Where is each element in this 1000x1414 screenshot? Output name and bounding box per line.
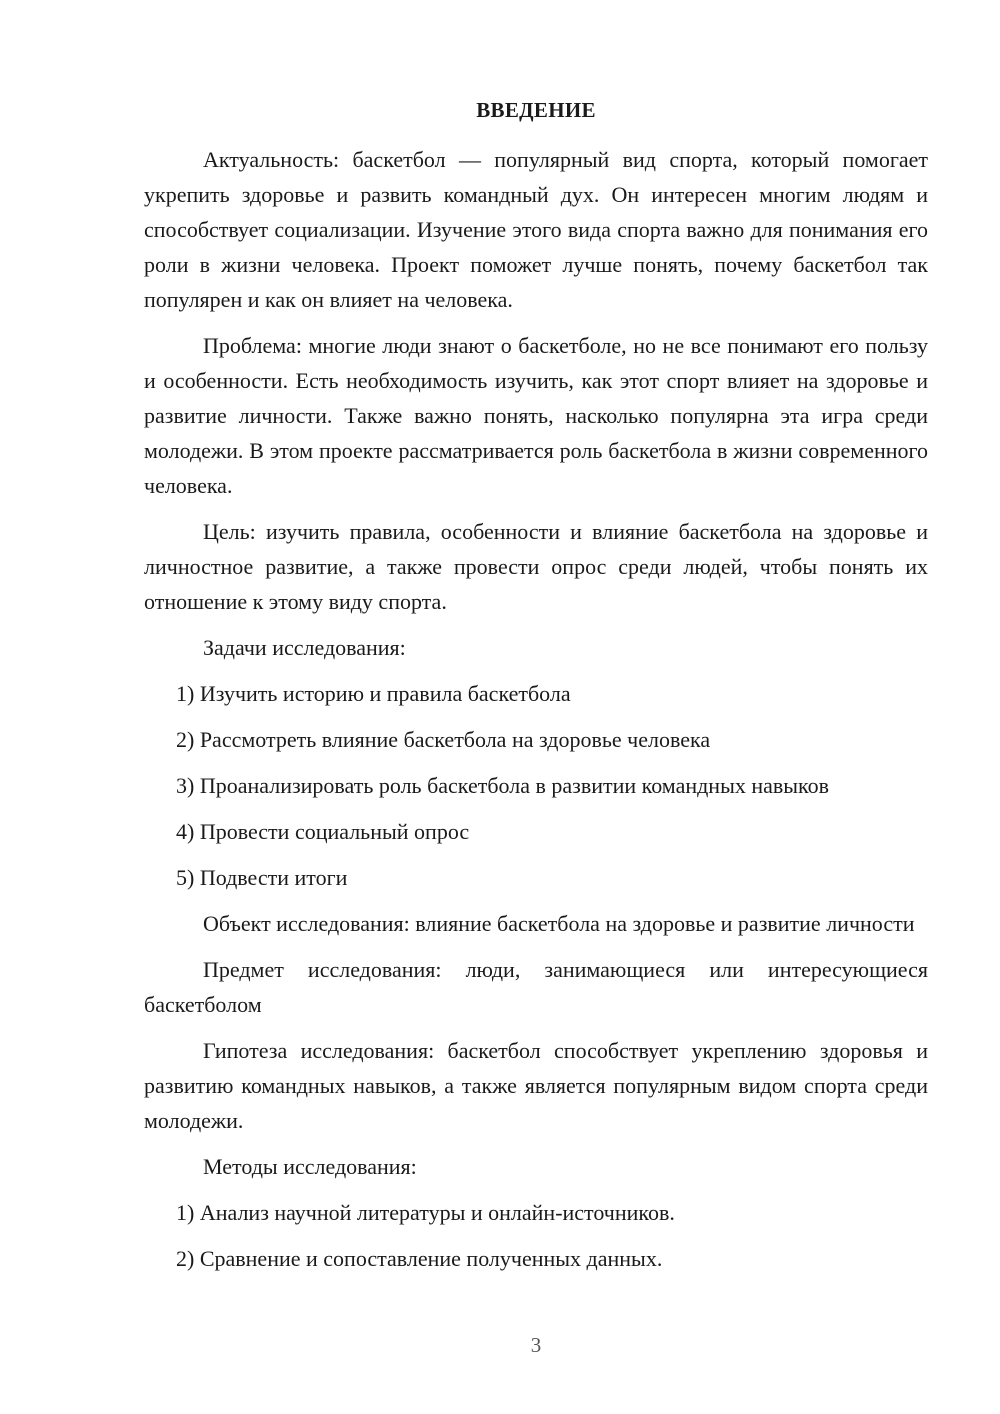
object-paragraph: Объект исследования: влияние баскетбола на здоровье и развитие личности (203, 911, 915, 936)
hypothesis-paragraph: Гипотеза исследования: баскетбол способствует укреплению здоровья и развитию командных навыков, а также является популярным видом спорта среди молодежи. (144, 1038, 928, 1133)
goal-paragraph: Цель: изучить правила, особенности и влияние баскетбола на здоровье и личностное развитие, а также провести опрос среди людей, чтобы понять их отношение к этому виду спорта. (144, 519, 928, 614)
page-number: 3 (530, 1333, 542, 1357)
tasks-heading: Задачи исследования: (203, 635, 406, 660)
method-item: 2) Сравнение и сопоставление полученных данных. (176, 1246, 663, 1271)
task-item: 1) Изучить историю и правила баскетбола (176, 681, 571, 706)
task-item: 5) Подвести итоги (176, 865, 348, 890)
relevance-paragraph: Актуальность: баскетбол — популярный вид спорта, который помогает укрепить здоровье и развить командный дух. Он интересен многим людям и способствует социализации. Изучение этого вида спорта важно для понимания его роли в жизни человека. Проект поможет лучше понять, почему баскетбол так популярен и как он влияет на человека. (144, 147, 928, 312)
page-title: ВВЕДЕНИЕ (476, 98, 596, 122)
methods-heading: Методы исследования: (203, 1154, 417, 1179)
problem-paragraph: Проблема: многие люди знают о баскетболе, но не все понимают его пользу и особенности. Есть необходимость изучить, как этот спорт влияет на здоровье и развитие личности. Также важно понять, насколько популярна эта игра среди молодежи. В этом проекте рассматривается роль баскетбола в жизни современного человека. (144, 333, 928, 498)
subject-paragraph: Предмет исследования: люди, занимающиеся или интересующиеся баскетболом (144, 957, 928, 1017)
task-item: 2) Рассмотреть влияние баскетбола на здоровье человека (176, 727, 711, 752)
method-item: 1) Анализ научной литературы и онлайн-источников. (176, 1200, 675, 1225)
task-item: 3) Проанализировать роль баскетбола в развитии командных навыков (176, 773, 830, 798)
page-content (144, 96, 928, 1287)
task-item: 4) Провести социальный опрос (176, 819, 470, 844)
